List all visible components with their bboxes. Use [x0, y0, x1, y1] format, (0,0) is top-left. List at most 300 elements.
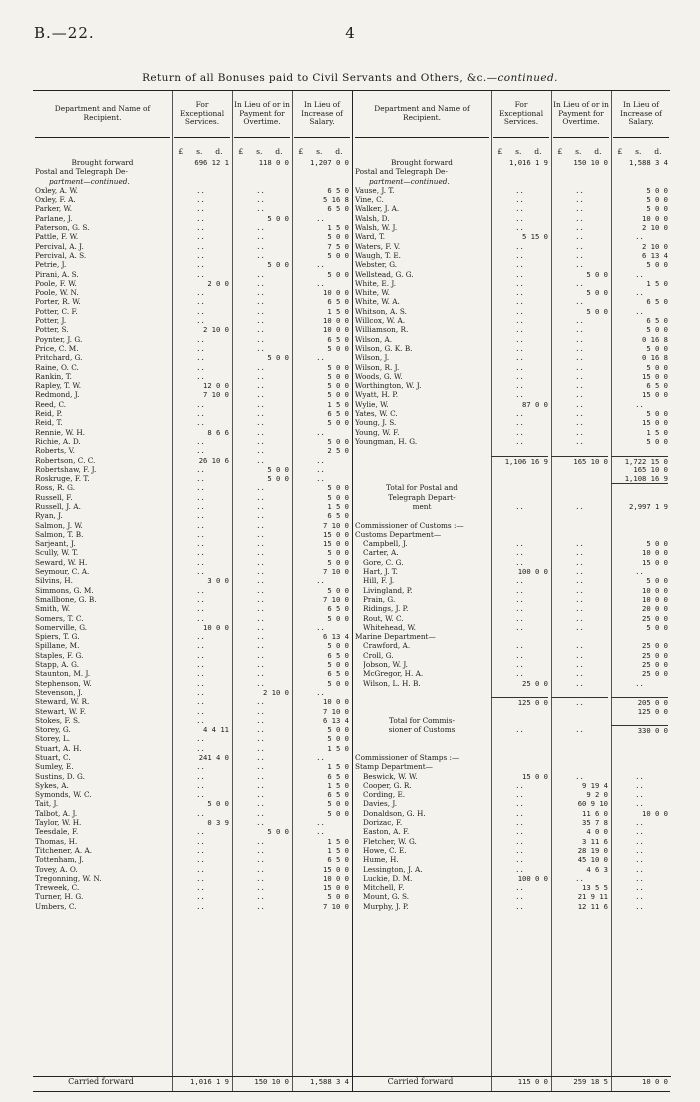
table-row — [33, 186, 352, 195]
amount-cell — [551, 474, 608, 483]
table-row — [33, 799, 352, 808]
table-row — [353, 567, 671, 576]
amount-cell: .. — [196, 464, 205, 474]
currency-unit: s. — [515, 147, 522, 156]
amount-cell: 205 0 0 — [611, 697, 668, 707]
amount-cell: .. — [196, 715, 205, 725]
amount-cell: .. — [256, 883, 265, 893]
table-row — [353, 865, 671, 874]
table-rows — [353, 158, 671, 911]
amount-cell: 4 0 0 — [586, 827, 608, 837]
table-row — [33, 679, 352, 688]
amount-cell: .. — [256, 706, 265, 716]
amount-cell: .. — [515, 539, 524, 549]
amount-cell: .. — [515, 780, 524, 790]
amount-cell: .. — [575, 250, 584, 260]
amount-cell: .. — [196, 492, 205, 502]
table-row — [353, 744, 671, 753]
amount-cell: 10 0 0 — [323, 697, 349, 707]
amount-cell: 696 12 1 — [194, 158, 229, 167]
amount-cell: 9 19 4 — [582, 780, 608, 790]
amount-cell: .. — [575, 557, 584, 567]
table-row — [33, 781, 352, 790]
amount-cell: 165 10 0 — [551, 456, 608, 466]
amount-cell: .. — [256, 576, 265, 586]
amount-cell: 1 5 0 — [327, 845, 349, 855]
table-row — [353, 437, 671, 446]
table-row — [353, 158, 671, 167]
recipient-name: Pattle, F. W. — [35, 232, 79, 242]
amount-cell: .. — [316, 753, 325, 762]
amount-cell: .. — [515, 418, 524, 428]
amount-cell — [491, 716, 548, 725]
currency-unit: d. — [594, 147, 602, 156]
recipient-name: Ross, R. G. — [35, 483, 76, 493]
amount-cell: .. — [196, 269, 205, 279]
table-row — [353, 883, 671, 892]
carried-forward-row — [353, 1076, 671, 1086]
recipient-name: Telegraph Depart- — [388, 492, 456, 502]
amount-cell: .. — [196, 418, 205, 428]
currency-heading — [172, 147, 229, 157]
recipient-name: Somerville, G. — [35, 622, 88, 632]
amount-cell: 1,588 3 4 — [629, 158, 668, 167]
amount-cell: 5 16 8 — [323, 195, 349, 205]
recipient-name: Waugh, T. E. — [355, 250, 402, 260]
amount-cell: .. — [256, 418, 265, 428]
amount-cell: .. — [256, 501, 265, 511]
recipient-name: Young, W. F. — [355, 427, 400, 437]
amount-cell — [491, 446, 548, 455]
amount-cell — [491, 511, 548, 520]
table-row — [33, 177, 352, 186]
amount-cell: .. — [515, 548, 524, 558]
recipient-name: Mitchell, F. — [363, 883, 405, 893]
page-number: 4 — [345, 24, 355, 42]
amount-cell: .. — [196, 409, 205, 419]
table-row — [33, 428, 352, 437]
amount-cell: .. — [196, 548, 205, 558]
table-row — [353, 232, 671, 241]
amount-cell: .. — [635, 836, 644, 846]
amount-cell: .. — [515, 213, 524, 223]
amount-cell: .. — [635, 771, 644, 781]
table-row — [33, 697, 352, 706]
recipient-name — [355, 446, 489, 455]
amount-cell: 6 5 0 — [327, 650, 349, 660]
recipient-name: Ryan, J. — [35, 511, 63, 521]
table-row — [353, 818, 671, 827]
amount-cell: 25 0 0 — [642, 669, 668, 679]
amount-cell: .. — [256, 529, 265, 539]
recipient-name: Carter, A. — [363, 548, 399, 558]
amount-cell: .. — [515, 557, 524, 567]
amount-cell: .. — [635, 883, 644, 893]
recipient-name: Davies, J. — [363, 799, 398, 809]
amount-cell: 45 10 0 — [577, 855, 608, 865]
amount-cell: .. — [316, 427, 325, 437]
recipient-name: Woods, G. W. — [355, 371, 403, 381]
amount-cell: 6 5 0 — [646, 381, 668, 391]
table-row — [33, 474, 352, 483]
recipient-name: Turner, H. G. — [35, 892, 84, 902]
amount-cell: .. — [575, 539, 584, 549]
amount-cell: .. — [515, 325, 524, 335]
amount-cell: .. — [515, 269, 524, 279]
recipient-name: Stephenson, W. — [35, 678, 92, 688]
amount-cell: 7 10 0 — [323, 567, 349, 577]
amount-cell: .. — [515, 576, 524, 586]
amount-cell: .. — [515, 622, 524, 632]
recipient-name: Pirani, A. S. — [35, 269, 79, 279]
amount-cell: .. — [635, 818, 644, 828]
amount-cell: .. — [635, 864, 644, 874]
amount-cell: .. — [575, 325, 584, 335]
amount-cell: 118 0 0 — [258, 158, 289, 167]
recipient-name — [355, 734, 489, 743]
amount-cell: 15 0 0 — [323, 864, 349, 874]
amount-cell: 26 10 6 — [198, 455, 229, 465]
amount-cell — [551, 688, 608, 697]
amount-cell: 6 5 0 — [327, 855, 349, 865]
amount-cell: 5 0 0 — [646, 260, 668, 270]
amount-cell: 1,106 16 9 — [491, 456, 548, 466]
amount-cell — [551, 446, 608, 455]
recipient-name: Seward, W. H. — [35, 557, 88, 567]
amount-cell: .. — [316, 818, 325, 828]
table-row — [33, 688, 352, 697]
table-row — [33, 381, 352, 390]
amount-cell: .. — [515, 845, 524, 855]
table-row — [353, 753, 671, 762]
amount-cell: .. — [256, 343, 265, 353]
carried-forward-amount: 115 0 0 — [517, 1077, 548, 1086]
amount-cell: 5 0 0 — [327, 250, 349, 260]
amount-cell: .. — [575, 223, 584, 233]
amount-cell: .. — [256, 232, 265, 242]
table-row — [33, 865, 352, 874]
amount-cell: .. — [575, 548, 584, 558]
amount-cell — [491, 167, 548, 176]
table-row — [353, 660, 671, 669]
amount-cell: 2 5 0 — [327, 446, 349, 456]
currency-unit: d. — [335, 147, 343, 156]
recipient-name: Reed, C. — [35, 399, 67, 409]
amount-cell: .. — [256, 371, 265, 381]
amount-cell: .. — [515, 855, 524, 865]
table-row — [353, 586, 671, 595]
amount-cell: .. — [316, 213, 325, 223]
amount-cell: .. — [575, 343, 584, 353]
table-row — [353, 558, 671, 567]
amount-cell: .. — [256, 185, 265, 195]
amount-cell: 10 0 0 — [642, 594, 668, 604]
bonus-return-table — [33, 90, 670, 1092]
recipient-name: Williamson, R. — [355, 325, 409, 335]
amount-cell: 15 0 0 — [323, 529, 349, 539]
amount-cell: .. — [256, 306, 265, 316]
amount-cell: .. — [575, 353, 584, 363]
amount-cell: 0 16 8 — [642, 334, 668, 344]
amount-cell: 5 0 0 — [327, 613, 349, 623]
table-row — [353, 809, 671, 818]
amount-cell — [292, 177, 349, 186]
recipient-name: Stokes, F. S. — [35, 715, 81, 725]
recipient-name: Walsh, W. J. — [355, 223, 398, 233]
amount-cell: .. — [196, 483, 205, 493]
amount-cell: 5 0 0 — [646, 362, 668, 372]
amount-cell: .. — [635, 845, 644, 855]
amount-cell: 13 5 5 — [582, 883, 608, 893]
amount-cell: .. — [196, 864, 205, 874]
amount-cell: .. — [515, 808, 524, 818]
recipient-name: Thomas, H. — [35, 836, 78, 846]
recipient-name: Stevenson, J. — [35, 687, 83, 697]
recipient-name: Wylie, W. — [355, 399, 389, 409]
amount-cell: .. — [515, 185, 524, 195]
recipient-name: Richie, A. D. — [35, 436, 81, 446]
amount-cell: .. — [515, 883, 524, 893]
amount-cell: 15 0 0 — [642, 371, 668, 381]
amount-cell: 1,016 1 9 — [509, 158, 548, 167]
amount-cell: .. — [575, 204, 584, 214]
recipient-name: Salmon, J. W. — [35, 520, 83, 530]
table-row — [33, 595, 352, 604]
amount-cell: 1 5 0 — [327, 306, 349, 316]
recipient-name: Worthington, W. J. — [355, 381, 422, 391]
amount-cell: 1 5 0 — [327, 743, 349, 753]
amount-cell: .. — [515, 334, 524, 344]
amount-cell: .. — [515, 901, 524, 911]
table-row — [33, 734, 352, 743]
table-row — [33, 307, 352, 316]
amount-cell: 7 10 0 — [323, 520, 349, 530]
table-row — [353, 428, 671, 437]
recipient-name: White, W. — [355, 288, 390, 298]
document-reference: B.—22. — [34, 24, 95, 42]
recipient-name: Cording, E. — [363, 790, 406, 800]
recipient-name: Whitehead, W. — [363, 622, 417, 632]
recipient-name: Fletcher, W. G. — [363, 836, 417, 846]
table-row — [353, 288, 671, 297]
amount-cell: .. — [196, 213, 205, 223]
table-row — [33, 744, 352, 753]
table-row — [353, 223, 671, 232]
table-row — [33, 316, 352, 325]
amount-cell: .. — [196, 901, 205, 911]
amount-cell — [551, 744, 608, 753]
recipient-name: Potter, C. F. — [35, 306, 78, 316]
amount-cell: 5 0 0 — [327, 585, 349, 595]
amount-cell: 6 5 0 — [646, 297, 668, 307]
amount-cell: 0 16 8 — [642, 353, 668, 363]
table-row — [353, 855, 671, 864]
amount-cell: .. — [575, 278, 584, 288]
recipient-name: Campbell, J. — [363, 539, 408, 549]
currency-unit: d. — [215, 147, 223, 156]
table-row — [33, 372, 352, 381]
table-row — [353, 521, 671, 530]
amount-cell: 2,997 1 9 — [629, 501, 668, 511]
table-row — [353, 576, 671, 585]
table-row — [353, 409, 671, 418]
amount-cell: 5 0 0 — [267, 474, 289, 484]
table-row — [353, 325, 671, 334]
recipient-name: Wilson, A. — [355, 334, 393, 344]
amount-cell: 21 9 11 — [577, 892, 608, 902]
amount-cell: .. — [635, 780, 644, 790]
amount-cell: 5 0 0 — [327, 362, 349, 372]
recipient-name: Sykes, A. — [35, 780, 69, 790]
recipient-name: White, W. A. — [355, 297, 400, 307]
amount-cell: .. — [196, 316, 205, 326]
amount-cell: .. — [575, 650, 584, 660]
amount-cell: .. — [196, 474, 205, 484]
amount-cell: 5 0 0 — [327, 381, 349, 391]
amount-cell: .. — [515, 725, 524, 735]
amount-cell: .. — [256, 204, 265, 214]
amount-cell: 5 0 0 — [646, 409, 668, 419]
recipient-name: Porter, R. W. — [35, 297, 81, 307]
amount-cell: 28 19 0 — [577, 845, 608, 855]
amount-cell: .. — [515, 241, 524, 251]
amount-cell: .. — [515, 409, 524, 419]
amount-cell: .. — [515, 818, 524, 828]
recipient-name: McGregor, H. A. — [363, 669, 424, 679]
recipient-name: Total for Commis- — [389, 715, 455, 725]
amount-cell: .. — [196, 743, 205, 753]
table-row — [33, 660, 352, 669]
amount-cell: .. — [635, 232, 644, 242]
column-header-salary: In Lieu of Increase of Salary. — [613, 91, 669, 138]
amount-cell: .. — [256, 557, 265, 567]
amount-cell: .. — [515, 260, 524, 270]
table-row — [33, 511, 352, 520]
amount-cell: .. — [635, 901, 644, 911]
amount-cell: 1 5 0 — [646, 278, 668, 288]
recipient-name: Jobson, W. J. — [363, 660, 409, 670]
amount-cell — [611, 762, 668, 771]
amount-cell: .. — [515, 650, 524, 660]
amount-cell: 6 5 0 — [327, 204, 349, 214]
amount-cell: .. — [196, 762, 205, 772]
column-header-overtime: In Lieu of or in Payment for Overtime. — [553, 91, 609, 138]
recipient-name: Robertson, C. C. — [35, 455, 96, 465]
amount-cell: 5 0 0 — [327, 892, 349, 902]
currency-unit: s. — [575, 147, 582, 156]
amount-cell: 8 6 6 — [207, 427, 229, 437]
amount-cell: .. — [256, 753, 265, 762]
amount-cell: .. — [196, 883, 205, 893]
amount-cell: .. — [196, 446, 205, 456]
recipient-name: Webster, G. — [355, 260, 398, 270]
recipient-name: Parlane, J. — [35, 213, 73, 223]
table-row — [33, 753, 352, 762]
amount-cell: 10 0 0 — [642, 213, 668, 223]
table-row — [33, 214, 352, 223]
table-row — [33, 892, 352, 901]
table-row — [33, 855, 352, 864]
amount-cell: .. — [515, 660, 524, 670]
amount-cell: .. — [256, 436, 265, 446]
amount-cell: 6 5 0 — [327, 185, 349, 195]
amount-cell: .. — [316, 474, 325, 484]
table-row — [33, 270, 352, 279]
amount-cell: .. — [515, 362, 524, 372]
column-header-name: Department and Name of Recipient. — [35, 91, 170, 138]
amount-cell — [491, 530, 548, 539]
table-row — [33, 204, 352, 213]
amount-cell: .. — [635, 799, 644, 809]
amount-cell: 3 11 6 — [582, 836, 608, 846]
amount-cell — [491, 734, 548, 743]
amount-cell: .. — [196, 873, 205, 883]
amount-cell: .. — [256, 399, 265, 409]
table-row — [33, 604, 352, 613]
amount-cell: 5 0 0 — [327, 548, 349, 558]
amount-cell: .. — [575, 585, 584, 595]
recipient-name: Spillane, M. — [35, 641, 80, 651]
table-row — [33, 883, 352, 892]
amount-cell: .. — [256, 223, 265, 233]
amount-cell: .. — [256, 790, 265, 800]
recipient-name: Easton, A. F. — [363, 827, 410, 837]
left-half-table — [33, 91, 352, 1091]
table-row — [353, 344, 671, 353]
recipient-name: Russell, F. — [35, 492, 73, 502]
table-row — [353, 772, 671, 781]
carried-forward-amount: 259 18 5 — [573, 1077, 608, 1086]
amount-cell: .. — [256, 836, 265, 846]
amount-cell: 10 0 0 — [323, 316, 349, 326]
amount-cell: .. — [256, 855, 265, 865]
table-row — [33, 846, 352, 855]
table-row — [33, 363, 352, 372]
amount-cell: .. — [575, 260, 584, 270]
amount-cell: 5 0 0 — [327, 436, 349, 446]
amount-cell: 1 5 0 — [327, 223, 349, 233]
amount-cell: .. — [515, 613, 524, 623]
amount-cell: .. — [575, 232, 584, 242]
amount-cell: .. — [196, 288, 205, 298]
amount-cell: 5 0 0 — [327, 734, 349, 744]
amount-cell: 15 0 0 — [642, 557, 668, 567]
table-row — [353, 669, 671, 678]
amount-cell: .. — [256, 455, 265, 465]
amount-cell: .. — [256, 678, 265, 688]
amount-cell: 25 0 0 — [642, 660, 668, 670]
amount-cell: .. — [316, 622, 325, 632]
recipient-name: Commissioner of Stamps :— — [355, 753, 460, 762]
amount-cell: .. — [575, 316, 584, 326]
amount-cell: 5 0 0 — [646, 195, 668, 205]
table-row — [353, 623, 671, 632]
amount-cell: .. — [575, 399, 584, 409]
amount-cell: .. — [515, 204, 524, 214]
amount-cell: 5 0 0 — [586, 288, 608, 298]
currency-heading — [292, 147, 349, 157]
amount-cell: .. — [635, 855, 644, 865]
amount-cell: 5 0 0 — [327, 557, 349, 567]
amount-cell: 2 0 0 — [207, 278, 229, 288]
table-row — [353, 242, 671, 251]
table-row — [33, 716, 352, 725]
table-row — [33, 232, 352, 241]
amount-cell: 10 0 0 — [642, 808, 668, 818]
amount-cell: .. — [575, 362, 584, 372]
currency-unit: £ — [557, 147, 563, 156]
amount-cell: 150 10 0 — [573, 158, 608, 167]
